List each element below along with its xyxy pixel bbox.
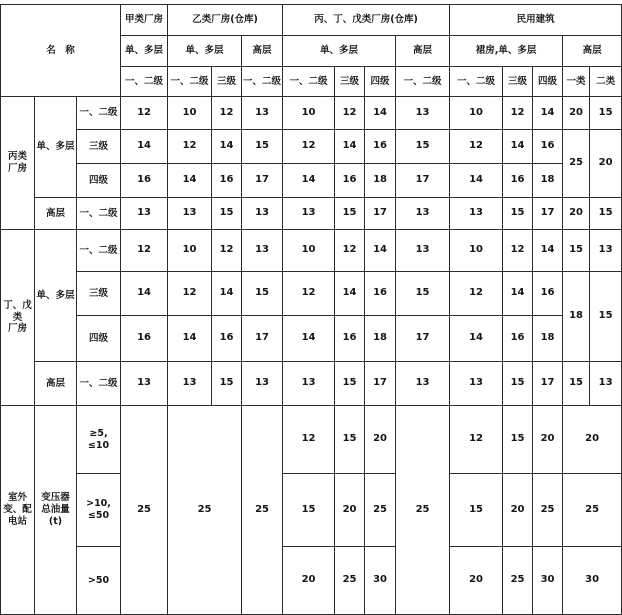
table-cell: 13 [450, 198, 503, 230]
table-cell: 14 [365, 97, 396, 130]
label-oil-range-1 [77, 406, 121, 474]
label-grade-3: 三级 [77, 130, 121, 164]
table-cell: 14 [283, 164, 335, 198]
table-cell: 16 [212, 316, 242, 362]
table-cell: 12 [212, 97, 242, 130]
table-cell-merged: 25 [396, 406, 450, 615]
table-cell: 10 [168, 97, 212, 130]
table-cell: 15 [242, 130, 283, 164]
table-cell: 12 [450, 406, 503, 474]
table-cell: 14 [121, 130, 168, 164]
table-cell: 13 [396, 230, 450, 272]
header-civil: 民用建筑 [450, 5, 622, 36]
label-oil-range-2 [77, 474, 121, 547]
table-cell-merged: 30 [563, 547, 622, 615]
header-cde-hr-grade-12: 一、二级 [396, 67, 450, 97]
table-cell: 12 [335, 230, 365, 272]
header-cde-high-rise: 高层 [396, 36, 450, 67]
table-cell: 15 [335, 198, 365, 230]
table-cell: 15 [396, 272, 450, 316]
table-cell: 12 [121, 230, 168, 272]
label-transformer-oil [35, 406, 77, 615]
label-oil-range-line: ≤10 [87, 439, 110, 451]
table-cell: 16 [212, 164, 242, 198]
table-cell: 16 [365, 272, 396, 316]
label-dingwu-factory-line: 丁、戊 [3, 299, 32, 311]
table-cell: 15 [590, 97, 622, 130]
label-oil-range-line: >10, [86, 498, 111, 510]
table-cell: 16 [503, 316, 533, 362]
table-cell: 12 [168, 130, 212, 164]
label-transformer-line: 变压器 [41, 492, 70, 504]
label-transformer-line: 总油量 [41, 504, 70, 516]
table-cell: 13 [242, 198, 283, 230]
header-civil-high-rise: 高层 [563, 36, 622, 67]
table-cell: 13 [450, 362, 503, 406]
table-cell: 15 [242, 272, 283, 316]
label-outdoor-substation [1, 406, 35, 615]
table-cell: 18 [533, 164, 563, 198]
table-cell: 17 [533, 198, 563, 230]
table-cell: 20 [450, 547, 503, 615]
table-cell: 14 [283, 316, 335, 362]
label-grade-12: 一、二级 [77, 198, 121, 230]
label-bing-factory-line: 厂房 [7, 163, 27, 174]
table-cell: 20 [563, 198, 590, 230]
table-cell: 14 [533, 97, 563, 130]
label-grade-12: 一、二级 [77, 362, 121, 406]
header-civil-class-2: 二类 [590, 67, 622, 97]
label-dingwu-factory [1, 230, 35, 406]
table-cell: 25 [533, 474, 563, 547]
header-a-single-multi: 单、多层 [121, 36, 168, 67]
header-b-hr-grade-12: 一、二级 [242, 67, 283, 97]
table-cell: 20 [335, 474, 365, 547]
label-grade-3: 三级 [77, 272, 121, 316]
header-cde-grade-12: 一、二级 [283, 67, 335, 97]
header-civil-grade-3: 三级 [503, 67, 533, 97]
table-cell-merged: 20 [563, 406, 622, 474]
table-cell: 13 [590, 230, 622, 272]
header-class-a: 甲类厂房 [121, 5, 168, 36]
table-cell: 13 [121, 198, 168, 230]
label-grade-4: 四级 [77, 316, 121, 362]
table-cell-merged: 25 [563, 474, 622, 547]
label-grade-12: 一、二级 [77, 97, 121, 130]
table-cell: 14 [121, 272, 168, 316]
table-cell: 15 [212, 362, 242, 406]
table-cell: 13 [242, 230, 283, 272]
table-cell: 15 [396, 130, 450, 164]
table-cell: 16 [335, 316, 365, 362]
table-cell: 15 [563, 362, 590, 406]
table-cell: 17 [242, 164, 283, 198]
table-cell: 14 [503, 272, 533, 316]
label-dingwu-single-multi: 单、多层 [35, 230, 77, 362]
table-cell: 12 [121, 97, 168, 130]
table-cell: 25 [365, 474, 396, 547]
table-cell: 14 [212, 272, 242, 316]
header-civil-podium: 裙房,单、多层 [450, 36, 563, 67]
label-bing-factory-line: 丙类 [7, 151, 27, 163]
table-cell: 14 [450, 164, 503, 198]
table-cell: 30 [533, 547, 563, 615]
table-cell-merged: 20 [590, 130, 622, 198]
table-cell: 18 [365, 164, 396, 198]
table-cell: 13 [242, 362, 283, 406]
table-cell: 25 [503, 547, 533, 615]
table-cell: 10 [283, 230, 335, 272]
header-b-single-multi: 单、多层 [168, 36, 242, 67]
table-cell: 13 [121, 362, 168, 406]
table-cell: 13 [283, 198, 335, 230]
table-cell-merged: 25 [563, 130, 590, 198]
table-cell: 14 [335, 272, 365, 316]
label-bing-single-multi: 单、多层 [35, 97, 77, 198]
table-cell: 13 [590, 362, 622, 406]
table-cell: 12 [283, 130, 335, 164]
table-cell: 14 [335, 130, 365, 164]
table-cell: 13 [396, 362, 450, 406]
table-cell: 12 [503, 97, 533, 130]
label-grade-4: 四级 [77, 164, 121, 198]
table-cell: 13 [168, 362, 212, 406]
label-dingwu-high-rise: 高层 [35, 362, 77, 406]
header-a-grade-12: 一、二级 [121, 67, 168, 97]
table-cell: 17 [396, 316, 450, 362]
label-substation-line: 变、配 [3, 504, 32, 516]
table-cell: 17 [365, 362, 396, 406]
table-cell: 12 [450, 130, 503, 164]
label-substation-line: 室外 [7, 492, 27, 504]
table-cell: 13 [242, 97, 283, 130]
header-class-cde: 丙、丁、戊类厂房(仓库) [283, 5, 450, 36]
header-civil-grade-4: 四级 [533, 67, 563, 97]
table-cell: 13 [283, 362, 335, 406]
table-cell: 14 [503, 130, 533, 164]
header-civil-class-1: 一类 [563, 67, 590, 97]
label-substation-line: 电站 [7, 515, 27, 527]
table-cell-merged: 18 [563, 272, 590, 362]
fire-separation-distance-table [0, 4, 622, 615]
table-cell: 20 [563, 97, 590, 130]
table-cell-merged: 25 [242, 406, 283, 615]
table-cell: 14 [168, 316, 212, 362]
table-cell: 15 [335, 406, 365, 474]
table-cell: 12 [283, 406, 335, 474]
table-cell: 18 [533, 316, 563, 362]
label-grade-12: 一、二级 [77, 230, 121, 272]
table-cell: 14 [450, 316, 503, 362]
table-cell: 16 [121, 164, 168, 198]
table-cell: 15 [283, 474, 335, 547]
table-cell: 15 [503, 198, 533, 230]
table-cell-merged: 15 [590, 272, 622, 362]
label-dingwu-factory-line: 类 [12, 311, 23, 323]
table-cell: 16 [503, 164, 533, 198]
table-cell: 20 [365, 406, 396, 474]
label-oil-range-line: ≥5, [89, 427, 108, 439]
table-cell: 12 [503, 230, 533, 272]
table-cell: 15 [503, 362, 533, 406]
table-cell: 14 [533, 230, 563, 272]
table-cell: 13 [396, 97, 450, 130]
table-cell: 30 [365, 547, 396, 615]
table-cell: 12 [283, 272, 335, 316]
table-cell: 13 [396, 198, 450, 230]
table-cell: 15 [590, 198, 622, 230]
table-cell: 16 [533, 130, 563, 164]
table-cell: 10 [450, 97, 503, 130]
table-cell: 10 [450, 230, 503, 272]
table-cell: 17 [396, 164, 450, 198]
header-class-b: 乙类厂房(仓库) [168, 5, 283, 36]
header-cde-grade-4: 四级 [365, 67, 396, 97]
table-cell: 14 [168, 164, 212, 198]
header-b-grade-3: 三级 [212, 67, 242, 97]
label-bing-factory [1, 97, 35, 230]
table-cell: 12 [450, 272, 503, 316]
header-civil-grade-12: 一、二级 [450, 67, 503, 97]
table-cell: 15 [563, 230, 590, 272]
table-cell-merged: 25 [121, 406, 168, 615]
table-cell-merged: 25 [168, 406, 242, 615]
table-cell: 16 [365, 130, 396, 164]
table-cell: 17 [533, 362, 563, 406]
table-cell: 15 [212, 198, 242, 230]
table-cell: 25 [335, 547, 365, 615]
table-cell: 12 [168, 272, 212, 316]
table-cell: 20 [533, 406, 563, 474]
table-cell: 14 [365, 230, 396, 272]
table-cell: 10 [283, 97, 335, 130]
header-b-grade-12: 一、二级 [168, 67, 212, 97]
table-cell: 20 [283, 547, 335, 615]
label-oil-range-line: ≤50 [87, 510, 110, 521]
header-b-high-rise: 高层 [242, 36, 283, 67]
table-cell: 17 [242, 316, 283, 362]
table-cell: 20 [503, 474, 533, 547]
header-name-cell: 名 称 [1, 5, 121, 97]
label-oil-range-3: >50 [77, 547, 121, 615]
table-cell: 13 [168, 198, 212, 230]
label-bing-high-rise: 高层 [35, 198, 77, 230]
header-cde-grade-3: 三级 [335, 67, 365, 97]
table-cell: 12 [335, 97, 365, 130]
table-cell: 16 [335, 164, 365, 198]
table-cell: 15 [335, 362, 365, 406]
table-cell: 16 [533, 272, 563, 316]
header-cde-single-multi: 单、多层 [283, 36, 396, 67]
table-cell: 15 [450, 474, 503, 547]
table-cell: 16 [121, 316, 168, 362]
label-dingwu-factory-line: 厂房 [7, 323, 27, 335]
table-cell: 10 [168, 230, 212, 272]
table-cell: 12 [212, 230, 242, 272]
table-cell: 18 [365, 316, 396, 362]
label-transformer-line: (t) [48, 515, 63, 527]
table-cell: 17 [365, 198, 396, 230]
table-cell: 15 [503, 406, 533, 474]
table-cell: 14 [212, 130, 242, 164]
